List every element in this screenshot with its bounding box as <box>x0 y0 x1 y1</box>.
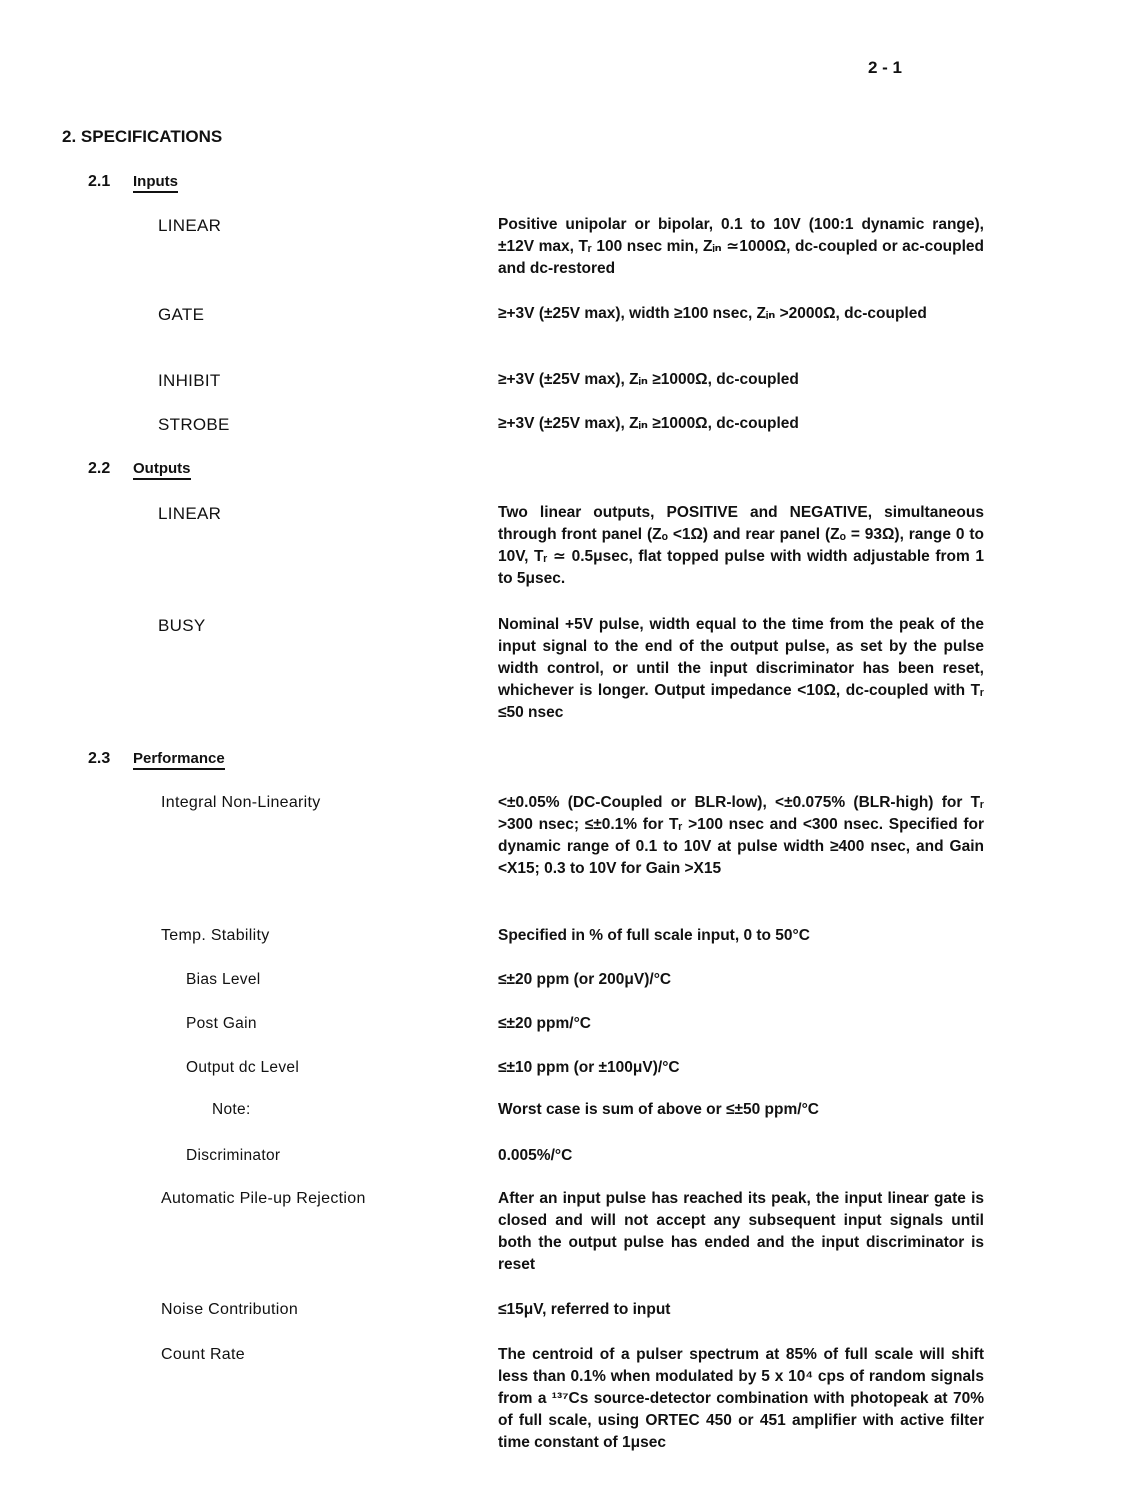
spec-label: Output dc Level <box>186 1059 300 1076</box>
spec-value: Two linear outputs, POSITIVE and NEGATIVE, simultaneous through front panel (Zₒ <1Ω) and rear panel (Zₒ = 93Ω), range 0 to 10V, Tᵣ ≃ 0.5μsec, flat topped pulse with width adjustable from 1 to 5μsec. <box>498 504 984 587</box>
section-number: 2.1 <box>88 173 111 190</box>
spec-value: Worst case is sum of above or ≤±50 ppm/°C <box>498 1101 819 1118</box>
spec-value: ≥+3V (±25V max), Zᵢₙ ≥1000Ω, dc-coupled <box>498 371 799 388</box>
spec-value: After an input pulse has reached its peak, the input linear gate is closed and will not accept any subsequent input signals until both the output pulse has ended and the input discriminator is reset <box>498 1190 984 1273</box>
spec-label: LINEAR <box>158 504 222 523</box>
spec-value: ≥+3V (±25V max), Zᵢₙ ≥1000Ω, dc-coupled <box>498 415 799 432</box>
spec-label: GATE <box>158 305 205 324</box>
spec-label: Note: <box>212 1101 251 1118</box>
spec-label: Count Rate <box>161 1346 245 1363</box>
section-title: Inputs <box>133 173 178 193</box>
spec-label: Temp. Stability <box>161 927 270 944</box>
spec-label: Discriminator <box>186 1147 281 1164</box>
spec-value: Nominal +5V pulse, width equal to the time from the peak of the input signal to the end of the output pulse, as set by the pulse width control, or until the input discriminator has been reset, whichever is longer. Output impedance <10Ω, dc-coupled with Tᵣ ≤50 nsec <box>498 616 984 721</box>
page-title: 2. SPECIFICATIONS <box>62 127 223 146</box>
spec-value: The centroid of a pulser spectrum at 85% of full scale will shift less than 0.1% when modulated by 5 x 10⁴ cps of random signals from a ¹³⁷Cs source-detector combination with photopeak at 70% of full scale, using ORTEC 450 or 451 amplifier with active filter time constant of 1μsec <box>498 1346 984 1451</box>
spec-label: Integral Non-Linearity <box>161 794 321 811</box>
section-number: 2.2 <box>88 460 111 477</box>
section-title: Outputs <box>133 460 191 480</box>
spec-label: Noise Contribution <box>161 1301 299 1318</box>
spec-label: STROBE <box>158 415 230 434</box>
spec-value: Positive unipolar or bipolar, 0.1 to 10V (100:1 dynamic range), ±12V max, Tᵣ 100 nsec min, Zᵢₙ ≃1000Ω, dc-coupled or ac-coupled and dc-restored <box>498 216 984 277</box>
spec-label: Bias Level <box>186 971 261 988</box>
spec-label: Post Gain <box>186 1015 257 1032</box>
spec-value: ≤15μV, referred to input <box>498 1301 671 1318</box>
spec-value: ≤±10 ppm (or ±100μV)/°C <box>498 1059 680 1076</box>
section-title: Performance <box>133 750 225 770</box>
spec-value: <±0.05% (DC-Coupled or BLR-low), <±0.075% (BLR-high) for Tᵣ >300 nsec; ≤±0.1% for Tᵣ >100 nsec and <300 nsec. Specified for dynamic range of 0.1 to 10V at pulse width ≥400 nsec, and Gain <X15; 0.3 to 10V for Gain >X15 <box>498 794 984 877</box>
spec-value: ≤±20 ppm/°C <box>498 1015 591 1032</box>
spec-label: Automatic Pile-up Rejection <box>161 1190 366 1207</box>
spec-label: INHIBIT <box>158 371 221 390</box>
spec-value: Specified in % of full scale input, 0 to 50°C <box>498 927 810 944</box>
section-number: 2.3 <box>88 750 111 767</box>
page-number: 2 - 1 <box>868 58 903 77</box>
spec-label: BUSY <box>158 616 206 635</box>
spec-value: 0.005%/°C <box>498 1147 573 1164</box>
spec-value: ≤±20 ppm (or 200μV)/°C <box>498 971 672 988</box>
spec-label: LINEAR <box>158 216 222 235</box>
spec-value: ≥+3V (±25V max), width ≥100 nsec, Zᵢₙ >2000Ω, dc-coupled <box>498 305 927 322</box>
